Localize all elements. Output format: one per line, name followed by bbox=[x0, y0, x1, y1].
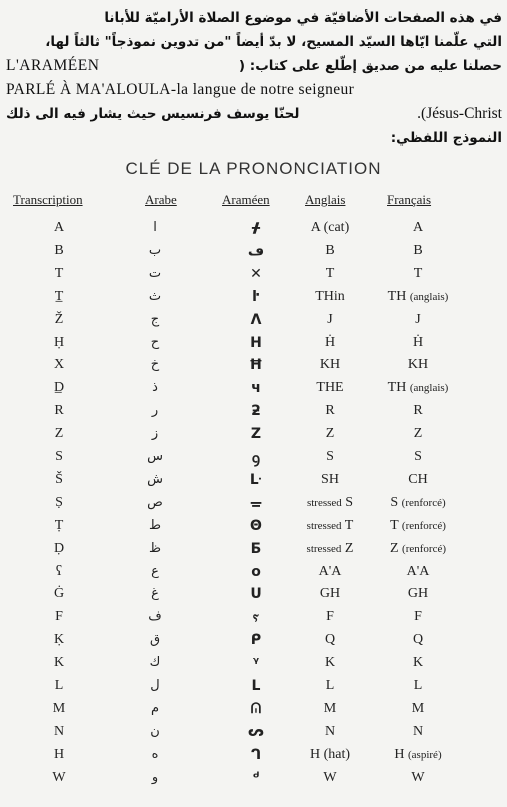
aramaic-cell: Ħ bbox=[249, 357, 263, 374]
transcription-cell: K bbox=[53, 655, 65, 671]
table-row bbox=[0, 678, 507, 700]
aramaic-cell: ᑭ bbox=[250, 632, 262, 649]
french-value: M bbox=[411, 700, 425, 716]
table-row bbox=[0, 380, 507, 402]
french-value: B bbox=[413, 242, 423, 258]
header-french: Français bbox=[387, 192, 432, 207]
transcription-cell: W bbox=[52, 769, 66, 785]
table-row bbox=[0, 403, 507, 425]
french-cell bbox=[372, 724, 464, 740]
header-transcription: Transcription bbox=[13, 192, 83, 207]
english-cell bbox=[290, 747, 370, 763]
arabic-cell: ج bbox=[150, 311, 160, 327]
french-note: (aspiré) bbox=[408, 748, 442, 761]
arabic-cell: ر bbox=[151, 403, 159, 419]
french-cell bbox=[372, 701, 464, 717]
french-cell bbox=[372, 770, 464, 786]
table-row bbox=[0, 357, 507, 379]
aramaic-cell: ᒄ bbox=[252, 769, 260, 786]
english-qualifier: stressed bbox=[306, 496, 342, 509]
header-english: Anglais bbox=[305, 192, 346, 207]
french-value: GH bbox=[407, 586, 429, 602]
transcription-cell: B bbox=[54, 242, 64, 258]
arabic-cell: ز bbox=[151, 426, 159, 442]
intro-line-6: النموذج اللفظي: bbox=[390, 130, 502, 146]
french-cell bbox=[372, 747, 464, 763]
aramaic-cell: ᒉ bbox=[250, 746, 262, 763]
intro-line-3-french: L'ARAMÉEN bbox=[6, 57, 100, 74]
french-cell bbox=[372, 495, 464, 511]
english-cell bbox=[290, 403, 370, 419]
arabic-cell: ك bbox=[149, 655, 161, 671]
aramaic-cell: o bbox=[251, 563, 261, 580]
english-value: A (cat) bbox=[310, 220, 350, 235]
french-note: (renforcé) bbox=[402, 542, 447, 555]
aramaic-cell: Θ bbox=[250, 517, 262, 534]
english-value: H (hat) bbox=[309, 746, 351, 762]
arabic-cell: ن bbox=[150, 723, 160, 739]
table-row bbox=[0, 586, 507, 608]
english-cell bbox=[290, 564, 370, 580]
english-value: KH bbox=[319, 357, 341, 373]
french-cell bbox=[372, 678, 464, 694]
english-value: S bbox=[326, 449, 334, 464]
transcription-cell: N bbox=[53, 723, 65, 739]
aramaic-cell: ڡ bbox=[247, 242, 265, 259]
french-value: N bbox=[412, 723, 424, 739]
table-row bbox=[0, 632, 507, 654]
aramaic-cell: ƻ bbox=[251, 403, 261, 420]
french-note: (renforcé) bbox=[401, 519, 446, 532]
arabic-cell: ص bbox=[147, 494, 163, 510]
transcription-cell: X bbox=[53, 357, 65, 373]
english-cell bbox=[290, 357, 370, 373]
transcription-cell: Š bbox=[55, 471, 63, 487]
transcription-cell: Ṣ bbox=[55, 494, 63, 510]
english-cell bbox=[290, 724, 370, 740]
english-value: B bbox=[325, 242, 335, 258]
intro-line-5-french: .(Jésus-Christ bbox=[417, 105, 502, 122]
arabic-cell: ط bbox=[148, 517, 162, 533]
english-value: Q bbox=[324, 632, 336, 648]
english-value: T bbox=[325, 265, 335, 281]
french-value: S bbox=[414, 449, 422, 464]
arabic-cell: ب bbox=[148, 242, 162, 258]
french-cell bbox=[372, 564, 464, 580]
transcription-cell: R bbox=[54, 403, 64, 419]
english-cell bbox=[290, 472, 370, 488]
arabic-cell: س bbox=[147, 449, 163, 464]
french-cell bbox=[372, 220, 464, 236]
french-cell bbox=[372, 243, 464, 259]
aramaic-cell: ŀ bbox=[252, 288, 260, 305]
table-row bbox=[0, 243, 507, 265]
french-value: CH bbox=[408, 471, 428, 487]
english-cell bbox=[290, 426, 370, 442]
aramaic-cell: ᒷ bbox=[249, 471, 263, 488]
arabic-cell: و bbox=[151, 769, 159, 785]
transcription-cell: Ḍ bbox=[53, 540, 65, 556]
intro-line-5-arabic: لحنّا يوسف فرنسيس حيث يشار فيه الى ذلك bbox=[6, 106, 300, 122]
french-cell bbox=[372, 472, 464, 488]
table-row bbox=[0, 449, 507, 471]
french-cell bbox=[372, 312, 464, 328]
english-cell bbox=[290, 701, 370, 717]
arabic-cell: ع bbox=[151, 563, 159, 579]
english-cell bbox=[290, 541, 370, 557]
french-value: T bbox=[413, 265, 423, 281]
header-aramaic: Araméen bbox=[222, 192, 270, 207]
aramaic-cell: L bbox=[251, 678, 261, 694]
english-cell bbox=[290, 770, 370, 786]
french-value: Z bbox=[389, 540, 399, 556]
table-row bbox=[0, 426, 507, 448]
french-cell bbox=[372, 655, 464, 671]
english-value: Z bbox=[325, 426, 335, 442]
french-cell bbox=[372, 335, 464, 351]
table-row bbox=[0, 312, 507, 334]
english-cell bbox=[290, 380, 370, 396]
transcription-cell: D̲ bbox=[53, 380, 65, 396]
french-value: Ḣ bbox=[412, 334, 424, 350]
arabic-cell: ف bbox=[148, 609, 162, 625]
transcription-cell: ʕ bbox=[55, 563, 63, 579]
french-value: W bbox=[411, 769, 425, 785]
french-value: H bbox=[394, 746, 405, 762]
table-row bbox=[0, 335, 507, 357]
intro-line-1: في هذه الصفحات الأضافيّة في موضوع الصلاة الأراميّة للأبانا bbox=[104, 10, 502, 26]
aramaic-cell: ч bbox=[251, 380, 261, 397]
table-row bbox=[0, 747, 507, 769]
intro-line-2: التي علّمنا ايّاها السيّد المسيح، لا بدّ أيضاً "من تدوين نموذجاً" ثالثاً لها، bbox=[45, 34, 502, 50]
arabic-cell: خ bbox=[150, 357, 160, 373]
french-value: A bbox=[412, 220, 424, 235]
intro-line-3 bbox=[6, 54, 502, 78]
english-value: Ḣ bbox=[324, 334, 336, 350]
english-value: SH bbox=[321, 471, 339, 487]
arabic-cell: غ bbox=[151, 586, 159, 602]
english-value: T bbox=[344, 517, 354, 533]
english-value: THin bbox=[315, 288, 345, 304]
arabic-cell: ل bbox=[150, 678, 160, 693]
french-cell bbox=[372, 426, 464, 442]
aramaic-cell: ᵞ bbox=[252, 655, 259, 672]
transcription-cell: F bbox=[55, 609, 63, 625]
transcription-cell: A bbox=[53, 220, 65, 235]
arabic-cell: م bbox=[150, 700, 160, 716]
intro-line-5 bbox=[6, 102, 502, 126]
table-row bbox=[0, 770, 507, 792]
english-cell bbox=[290, 586, 370, 602]
arabic-cell: ت bbox=[148, 265, 162, 281]
french-note: (renforcé) bbox=[401, 496, 446, 509]
french-cell bbox=[372, 609, 464, 625]
french-value: Q bbox=[412, 632, 424, 648]
english-cell bbox=[290, 518, 370, 534]
table-row bbox=[0, 655, 507, 677]
table-row bbox=[0, 472, 507, 494]
aramaic-cell: Ƃ bbox=[250, 540, 262, 557]
english-cell bbox=[290, 335, 370, 351]
aramaic-cell: ᑌ bbox=[250, 586, 262, 603]
french-cell bbox=[372, 266, 464, 282]
english-value: THE bbox=[316, 380, 344, 396]
english-value: GH bbox=[319, 586, 341, 602]
table-title: CLÉ DE LA PRONONCIATION bbox=[125, 159, 382, 178]
english-cell bbox=[290, 632, 370, 648]
english-cell bbox=[290, 678, 370, 694]
transcription-cell: Ž bbox=[54, 311, 64, 327]
french-cell bbox=[372, 289, 464, 305]
french-cell bbox=[372, 449, 464, 465]
aramaic-cell: ⲋ bbox=[253, 609, 259, 626]
french-cell bbox=[372, 403, 464, 419]
english-value: L bbox=[325, 678, 335, 693]
table-row bbox=[0, 289, 507, 311]
arabic-cell: ا bbox=[153, 220, 157, 235]
french-cell bbox=[372, 541, 464, 557]
french-cell bbox=[372, 632, 464, 648]
french-value: K bbox=[412, 655, 424, 671]
english-value: M bbox=[323, 700, 337, 716]
arabic-cell: ق bbox=[149, 632, 161, 648]
english-cell bbox=[290, 220, 370, 236]
aramaic-cell: ✕ bbox=[250, 265, 262, 282]
french-value: TH bbox=[387, 288, 407, 304]
english-cell bbox=[290, 312, 370, 328]
english-qualifier: stressed bbox=[306, 519, 342, 532]
arabic-cell: ه bbox=[151, 746, 159, 762]
table-row bbox=[0, 609, 507, 631]
french-value: T bbox=[390, 517, 399, 533]
french-note: (anglais) bbox=[409, 382, 449, 395]
arabic-cell: ح bbox=[150, 334, 160, 350]
transcription-cell: Ṭ bbox=[54, 517, 64, 533]
aramaic-cell: ᕬ bbox=[250, 700, 262, 717]
aramaic-cell: ᚚ bbox=[250, 494, 262, 511]
french-value: L bbox=[413, 678, 423, 693]
english-cell bbox=[290, 449, 370, 465]
table-row bbox=[0, 541, 507, 563]
table-row bbox=[0, 564, 507, 586]
english-value: K bbox=[324, 655, 336, 671]
french-value: Z bbox=[413, 426, 423, 442]
transcription-cell: S bbox=[55, 449, 63, 464]
aramaic-cell: Z bbox=[250, 426, 262, 443]
english-value: S bbox=[345, 494, 354, 510]
header-arabic: Arabe bbox=[145, 192, 177, 207]
english-value: N bbox=[324, 723, 336, 739]
english-qualifier: stressed bbox=[306, 542, 342, 555]
english-cell bbox=[290, 266, 370, 282]
transcription-cell: Ḥ bbox=[53, 334, 65, 350]
english-value: R bbox=[325, 403, 335, 419]
arabic-cell: ظ bbox=[148, 540, 162, 556]
table-row bbox=[0, 220, 507, 242]
french-value: F bbox=[414, 609, 422, 625]
aramaic-cell: ᚋ bbox=[252, 220, 260, 236]
french-cell bbox=[372, 518, 464, 534]
french-value: A'A bbox=[406, 563, 430, 579]
transcription-cell: T bbox=[54, 265, 64, 281]
aramaic-cell: ᔕ bbox=[248, 723, 264, 740]
french-note: (anglais) bbox=[409, 290, 449, 303]
arabic-cell: ذ bbox=[152, 380, 158, 396]
aramaic-cell: Λ bbox=[250, 311, 262, 328]
french-cell bbox=[372, 357, 464, 373]
english-value: W bbox=[323, 769, 337, 785]
table-row bbox=[0, 266, 507, 288]
french-value: KH bbox=[407, 357, 429, 373]
french-value: R bbox=[413, 403, 423, 419]
english-cell bbox=[290, 655, 370, 671]
table-row bbox=[0, 701, 507, 723]
transcription-cell: Ġ bbox=[53, 586, 65, 602]
table-row bbox=[0, 724, 507, 746]
french-cell bbox=[372, 380, 464, 396]
french-value: S bbox=[390, 494, 399, 510]
transcription-cell: Z bbox=[54, 426, 64, 442]
transcription-cell: H bbox=[53, 746, 65, 762]
intro-line-4: PARLÉ À MA'ALOULA-la langue de notre seigneur bbox=[6, 81, 355, 98]
transcription-cell: L bbox=[54, 678, 64, 693]
english-value: J bbox=[327, 311, 333, 327]
french-value: TH bbox=[387, 380, 407, 396]
english-value: Z bbox=[344, 540, 354, 556]
english-cell bbox=[290, 495, 370, 511]
intro-paragraph bbox=[6, 6, 502, 150]
english-cell bbox=[290, 289, 370, 305]
transcription-cell: M bbox=[52, 700, 66, 716]
english-value: F bbox=[326, 609, 334, 625]
french-value: J bbox=[415, 311, 421, 327]
english-cell bbox=[290, 609, 370, 625]
english-cell bbox=[290, 243, 370, 259]
aramaic-cell: H bbox=[250, 334, 262, 351]
arabic-cell: ث bbox=[148, 288, 162, 304]
transcription-cell: T̲ bbox=[54, 288, 64, 304]
arabic-cell: ش bbox=[147, 471, 163, 487]
intro-line-3-arabic: حصلنا عليه من صديق إطّلع على كتاب: ( bbox=[238, 58, 502, 74]
transcription-cell: Ḳ bbox=[53, 632, 65, 648]
aramaic-cell: ꝯ bbox=[251, 451, 261, 467]
french-cell bbox=[372, 586, 464, 602]
english-value: A'A bbox=[318, 563, 342, 579]
table-row bbox=[0, 518, 507, 540]
table-row bbox=[0, 495, 507, 517]
